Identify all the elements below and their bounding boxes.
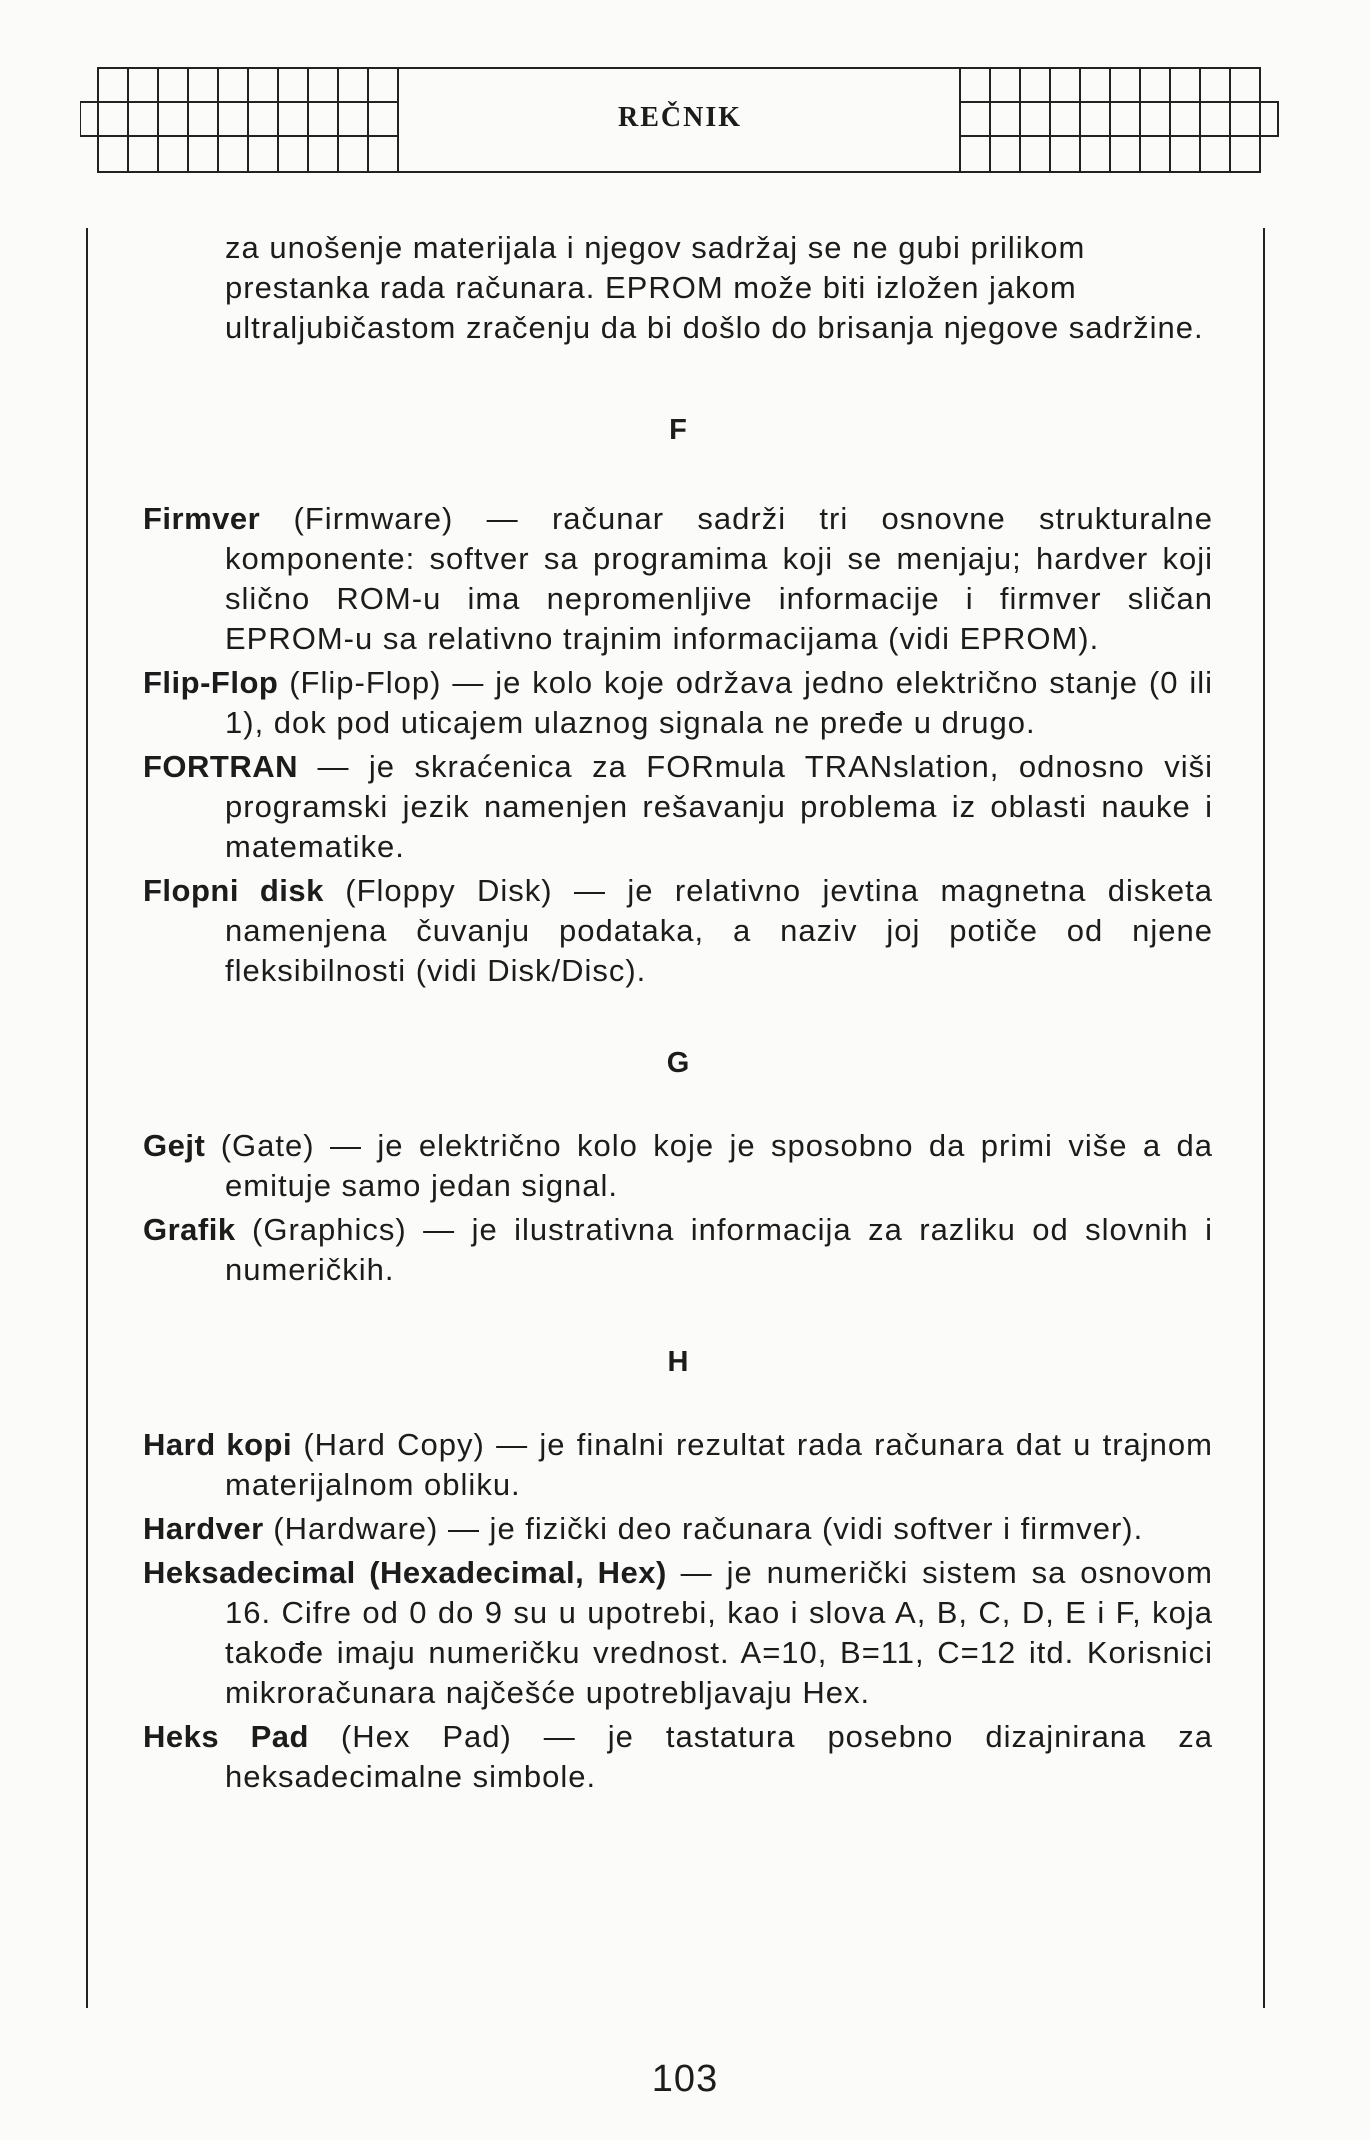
- entry-term: Gejt: [143, 1128, 206, 1163]
- entry-term: Flopni disk: [143, 873, 324, 908]
- page-number: 103: [651, 2058, 719, 2100]
- running-header: [80, 62, 1280, 180]
- entry-term: Hard kopi: [143, 1427, 293, 1462]
- entry-term: Heksadecimal (Hexadecimal, Hex): [143, 1555, 667, 1590]
- entry-definition: (Graphics) — je ilustrativna informacija za razliku od slovnih i numeričkih.: [225, 1212, 1213, 1287]
- entry-fortran: [143, 747, 1213, 867]
- entry-hard-kopi: [143, 1425, 1213, 1505]
- left-margin-rule: [86, 228, 88, 2008]
- section-f: [143, 414, 1213, 991]
- entry-term: Hardver: [143, 1511, 264, 1546]
- entry-definition: (Hard Copy) — je finalni rezultat rada računara dat u trajnom materijalnom obliku.: [225, 1427, 1213, 1502]
- entry-gejt: [143, 1126, 1213, 1206]
- entry-heksadecimal: [143, 1553, 1213, 1713]
- entry-term: Heks Pad: [143, 1719, 309, 1754]
- entry-definition: — je numerički sistem sa osnovom 16. Cifre od 0 do 9 su u upotrebi, kao i slova A, B, C, D, E i F, koja takođe imaju numeričku vrednost. A=10, B=11, C=12 itd. Korisnici mikroračunara najčešće upotrebljavaju Hex.: [225, 1555, 1213, 1710]
- section-g: [143, 1047, 1213, 1290]
- header-title: REČNIK: [617, 102, 742, 133]
- letter-heading-h: H: [667, 1346, 689, 1378]
- entry-term: Grafik: [143, 1212, 236, 1247]
- entry-term: Firmver: [143, 501, 261, 536]
- section-h: [143, 1346, 1213, 1797]
- entry-definition: (Flip-Flop) — je kolo koje održava jedno električno stanje (0 ili 1), dok pod uticajem ulaznog signala ne pređe u drugo.: [225, 665, 1213, 740]
- letter-heading-f: F: [669, 414, 687, 446]
- entry-firmver: [143, 499, 1213, 659]
- entry-definition: — je skraćenica za FORmula TRANslation, odnosno viši programski jezik namenjen rešavanju problema iz oblasti nauke i matematike.: [225, 749, 1213, 864]
- entry-grafik: [143, 1210, 1213, 1290]
- entry-definition: (Hex Pad) — je tastatura posebno dizajnirana za heksadecimalne simbole.: [225, 1719, 1214, 1794]
- entry-hardver: [143, 1509, 1213, 1549]
- entry-definition: (Floppy Disk) — je relativno jevtina magnetna disketa namenjena čuvanju podataka, a naziv joj potiče od njene fleksibilnosti (vidi Disk/Disc).: [225, 873, 1213, 988]
- entry-flip-flop: [143, 663, 1213, 743]
- entry-heks-pad: [143, 1717, 1213, 1797]
- intro-paragraph: za unošenje materijala i njegov sadržaj se ne gubi prilikom prestanka rada računara. EPROM može biti izložen jakom ultraljubičastom zračenju da bi došlo do brisanja njegove sadržine.: [225, 230, 1204, 345]
- entry-flopni-disk: [143, 871, 1213, 991]
- entry-definition: (Hardware) — je fizički deo računara (vidi softver i firmver).: [263, 1511, 1144, 1546]
- letter-heading-g: G: [666, 1047, 690, 1079]
- right-margin-rule: [1263, 228, 1265, 2008]
- entry-term: FORTRAN: [143, 749, 299, 784]
- entry-definition: (Gate) — je električno kolo koje je sposobno da primi više a da emituje samo jedan signal.: [205, 1128, 1213, 1203]
- entry-definition: (Firmware) — računar sadrži tri osnovne strukturalne komponente: softver sa programima koji se menjaju; hardver koji slično ROM-u ima nepromenljive informacije i firmver sličan EPROM-u sa relativno trajnim informacijama (vidi EPROM).: [225, 501, 1213, 656]
- entry-term: Flip-Flop: [143, 665, 279, 700]
- dictionary-content: [143, 228, 1213, 1801]
